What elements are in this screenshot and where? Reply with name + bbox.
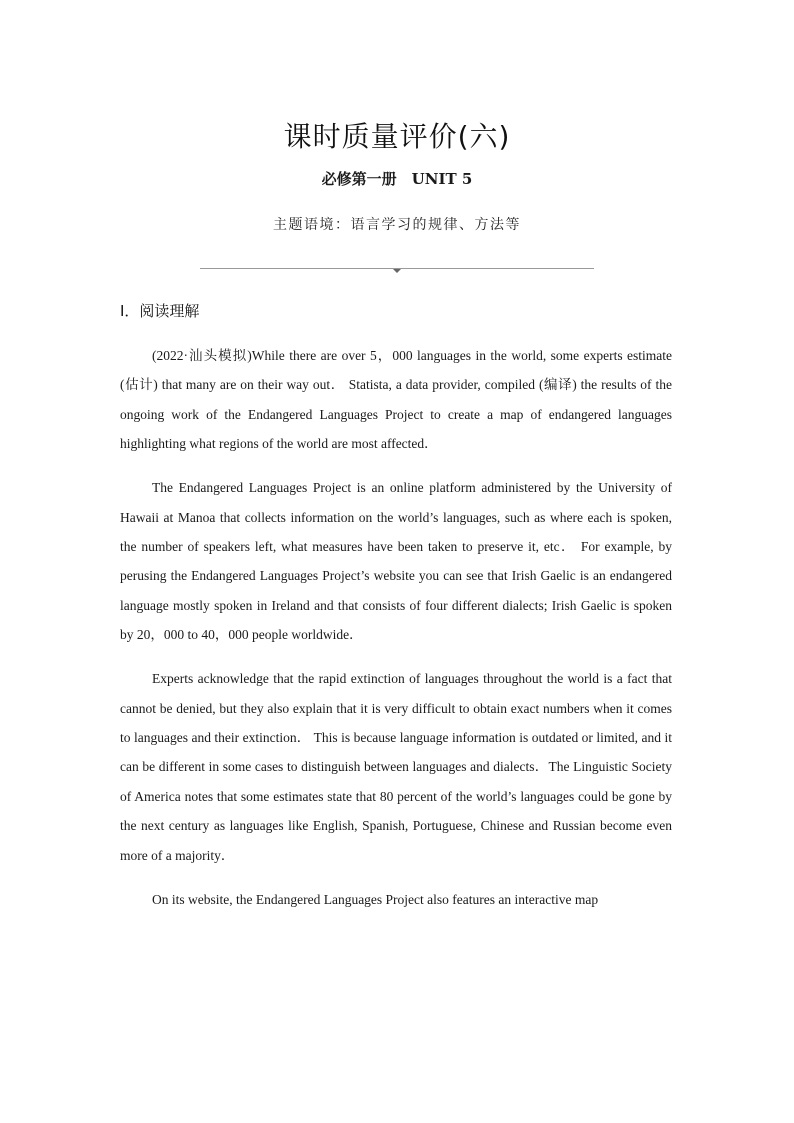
divider-arrow-icon [393, 269, 401, 273]
reading-passage [120, 341, 672, 929]
theme-context: 主题语境：语言学习的规律、方法等 [273, 217, 521, 233]
page-title: 课时质量评价(六) [283, 119, 511, 153]
passage-paragraph-2: The Endangered Languages Project is an online platform administered by the University of Hawaii at Manoa that collects information on the world’s languages, such as where each is spoken, the number of speakers left, what measures have been taken to preserve it, etc． For example, by perusing the Endangered Languages Project’s website you can see that Irish Gaelic is an endangered language mostly spoken in Ireland and that consists of four different dialects; Irish Gaelic is spoken by 20，000 to 40，000 people worldwide． [120, 480, 672, 643]
book-unit-subtitle: 必修第一册 UNIT 5 [321, 170, 473, 188]
passage-paragraph-1: (2022·汕头模拟)While there are over 5，000 languages in the world, some experts estimate (估计) that many are on their way out． Statista, a data provider, compiled (编译) the results of the ongoing work of the Endangered Languages Project to create a map of endangered languages highlighting what regions of the world are most affected． [120, 348, 672, 452]
section-heading-reading: Ⅰ．阅读理解 [120, 302, 200, 320]
passage-paragraph-4: On its website, the Endangered Languages Project also features an interactive map [152, 891, 599, 907]
passage-paragraph-3: Experts acknowledge that the rapid extinction of languages throughout the world is a fact that cannot be denied, but they also explain that it is very difficult to obtain exact numbers when it comes to languages and their extinction． This is because language information is outdated or limited, and it can be different in some cases to distinguish between languages and dialects．The Linguistic Society of America notes that some estimates state that 80 percent of the world’s languages could be gone by the next century as languages like English, Spanish, Portuguese, Chinese and Russian become even more of a majority． [120, 671, 672, 863]
